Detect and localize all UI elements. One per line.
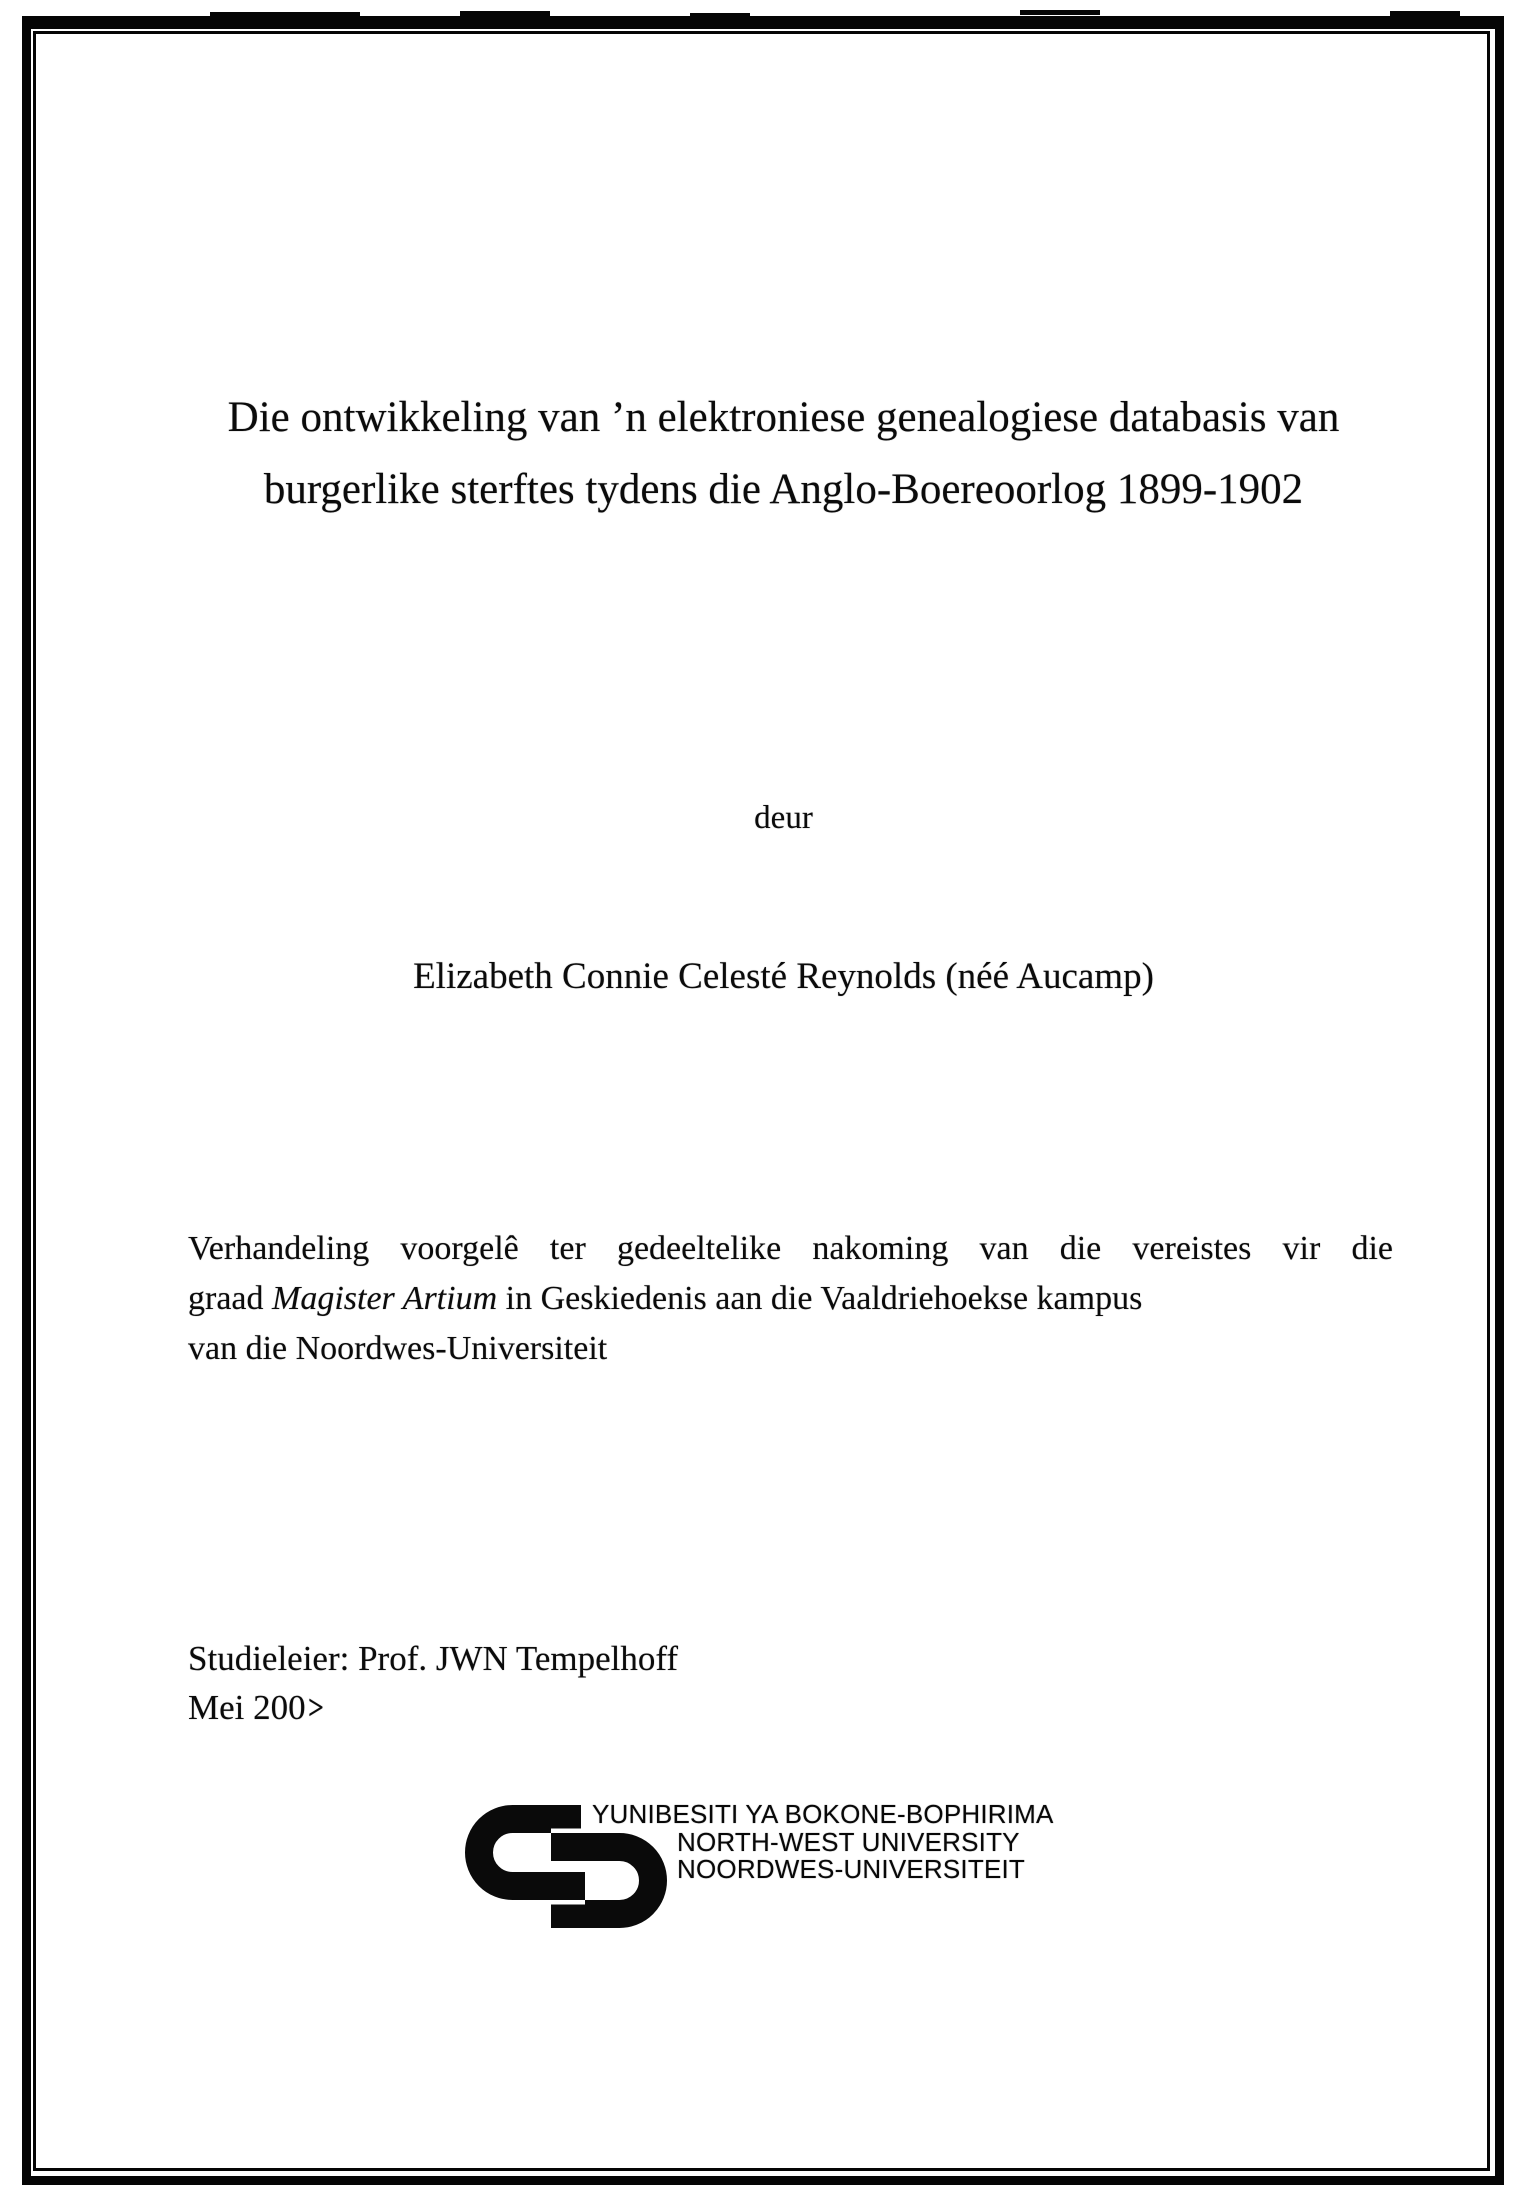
thesis-title-line-2: burgerlike sterftes tydens die Anglo-Boereoorlog 1899-1902: [263, 466, 1304, 513]
date-text: Mei 200: [188, 1688, 306, 1727]
scan-artifact: [210, 12, 360, 17]
scan-artifact: [460, 11, 550, 16]
degree-statement-line-2-suffix: in Geskiedenis aan die Vaaldriehoekse kampus: [497, 1280, 1143, 1317]
byline: deur: [754, 800, 813, 836]
degree-name-italic: Magister Artium: [272, 1280, 498, 1317]
scan-artifact: [1390, 11, 1460, 16]
thesis-title-line-1: Die ontwikkeling van ’n elektroniese genealogiese databasis van: [227, 394, 1340, 441]
university-logo-text: [592, 1801, 1054, 1884]
logo-line-2: NORTH-WEST UNIVERSITY: [677, 1826, 1020, 1857]
degree-statement-line-1: Verhandeling voorgelê ter gedeeltelike nakoming van die vereistes vir die: [188, 1230, 1393, 1267]
supervisor-block: [188, 1634, 678, 1732]
degree-statement-line-2: [188, 1274, 1393, 1324]
degree-statement-line-2-prefix: graad: [188, 1280, 273, 1317]
thesis-title: [70, 382, 1497, 526]
logo-line-1: YUNIBESITI YA BOKONE-BOPHIRIMA: [592, 1799, 1054, 1829]
degree-statement-line-3: van die Noordwes-Universiteit: [188, 1330, 608, 1367]
degree-statement: [188, 1224, 1393, 1374]
supervisor-line: Studieleier: Prof. JWN Tempelhoff: [188, 1639, 679, 1678]
scan-artifact: [690, 13, 750, 18]
author-name: Elizabeth Connie Celesté Reynolds (néé Aucamp): [413, 956, 1154, 997]
date-line: [188, 1683, 678, 1732]
logo-line-3: NOORDWES-UNIVERSITEIT: [677, 1854, 1025, 1884]
date-numeral-glyph: >: [307, 1688, 324, 1727]
scan-artifact: [1020, 10, 1100, 15]
